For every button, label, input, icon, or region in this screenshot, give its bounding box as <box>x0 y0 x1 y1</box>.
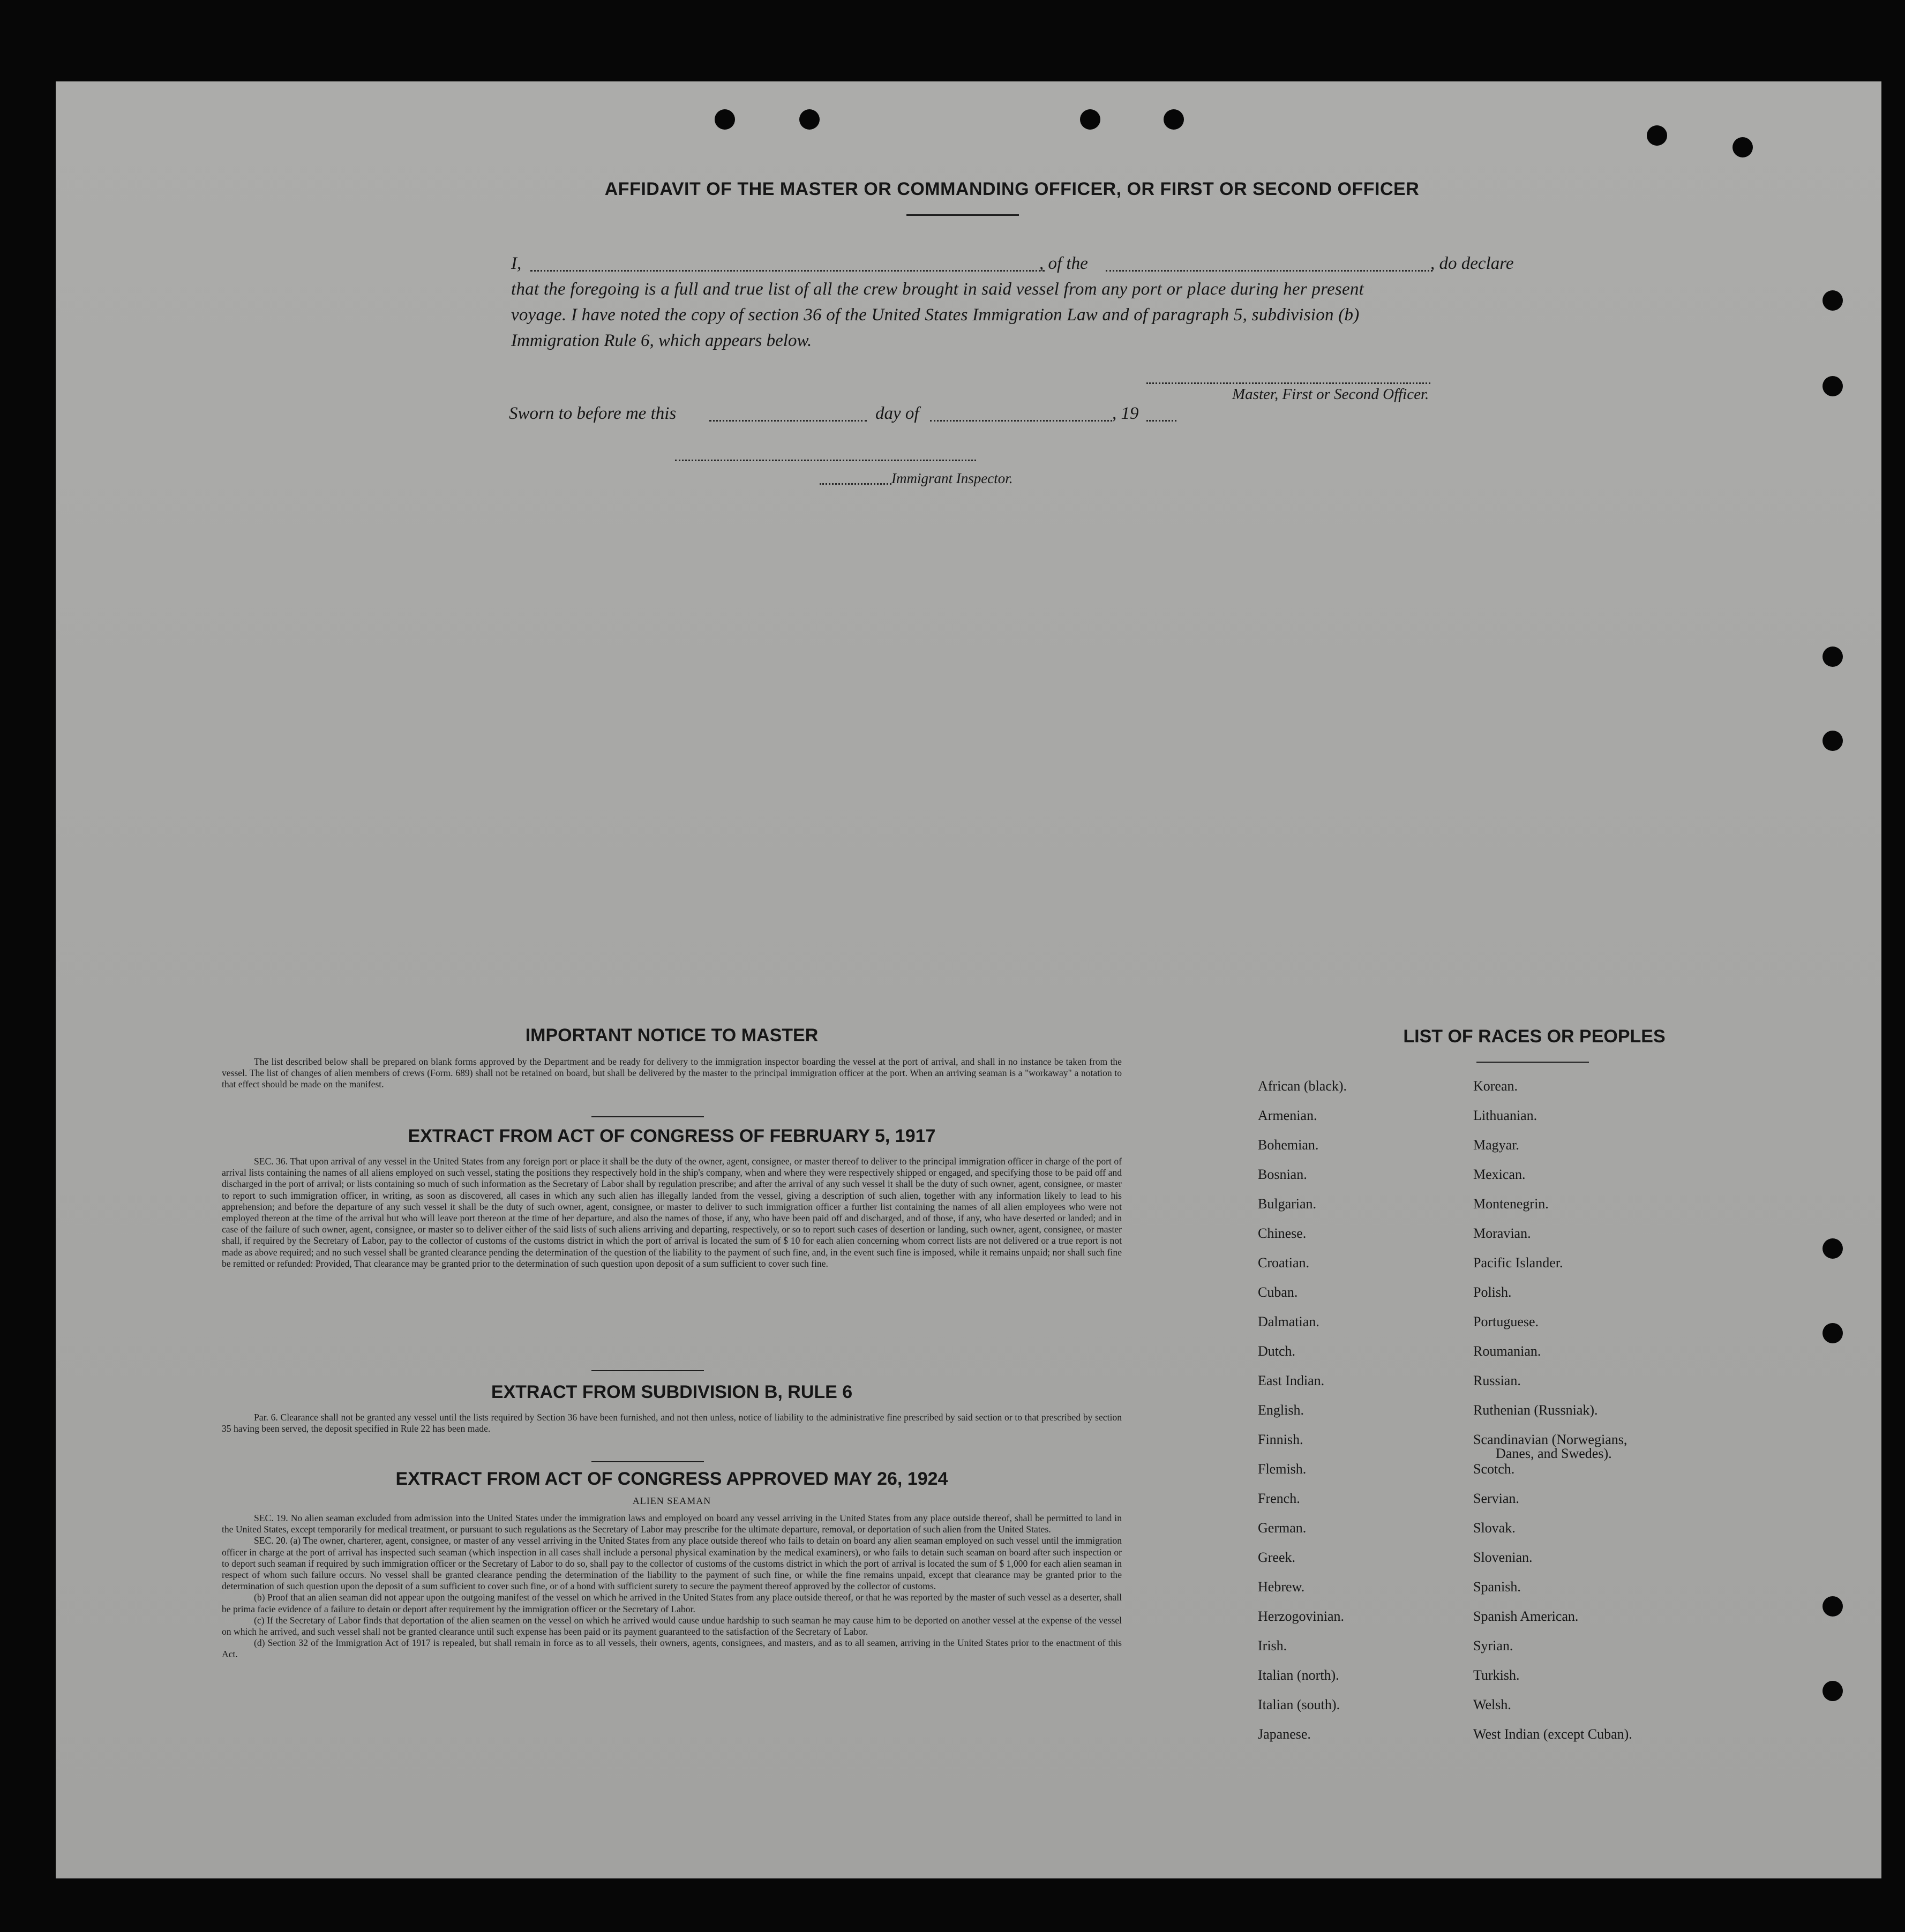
master-signature-label: Master, First or Second Officer. <box>1232 386 1429 403</box>
race-item: Welsh. <box>1473 1697 1511 1712</box>
extract-rule6-text <box>222 1412 1122 1434</box>
race-item: Moravian. <box>1473 1226 1531 1241</box>
race-item: Mexican. <box>1473 1167 1526 1182</box>
race-item: African (black). <box>1258 1078 1347 1094</box>
race-item: Flemish. <box>1258 1461 1307 1477</box>
sworn-day-blank <box>709 420 867 422</box>
name-blank <box>530 270 1045 272</box>
notice-text <box>222 1056 1122 1091</box>
race-item: Servian. <box>1473 1491 1519 1506</box>
punch-hole <box>1822 290 1843 311</box>
race-item: Turkish. <box>1473 1667 1520 1683</box>
race-item: Portuguese. <box>1473 1314 1539 1329</box>
race-item: Scandinavian (Norwegians, <box>1473 1432 1628 1447</box>
affidavit-line-2: that the foregoing is a full and true list of all the crew brought in said vessel from any port or place during her present <box>511 280 1364 299</box>
race-item: Roumanian. <box>1473 1343 1541 1359</box>
inspector-label: Immigrant Inspector. <box>891 470 1013 486</box>
affidavit-do-declare-label: , do declare <box>1430 254 1514 273</box>
sec-20c-paragraph: (c) If the Secretary of Labor finds that deportation of the alien seamen on the vessel on which he arrived would cause undue hardship to such seaman he may cause him to be deported on another vessel at the expense of the vessel on which he arrived, and such vessel shall not be granted clearance until such expense has been paid or its payment guaranteed to the satisfaction of the Secretary of Labor. <box>222 1614 1122 1637</box>
inspector-signature-line <box>675 460 976 461</box>
extract-1924-title: EXTRACT FROM ACT OF CONGRESS APPROVED MAY 26, 1924 <box>395 1469 948 1489</box>
affidavit-of-the-label: , of the <box>1039 254 1088 273</box>
punch-hole <box>1822 731 1843 751</box>
race-item: French. <box>1258 1491 1300 1506</box>
punch-hole <box>799 109 820 130</box>
races-divider <box>1476 1062 1589 1063</box>
vessel-blank <box>1106 270 1432 272</box>
sworn-year-blank <box>1146 420 1176 422</box>
race-item: Pacific Islander. <box>1473 1255 1563 1271</box>
race-item: Spanish American. <box>1473 1608 1579 1624</box>
race-item: Magyar. <box>1473 1137 1519 1153</box>
race-item: Chinese. <box>1258 1226 1307 1241</box>
inspector-signature-line-2 <box>820 483 891 485</box>
race-item: Cuban. <box>1258 1284 1298 1300</box>
race-item: Italian (north). <box>1258 1667 1339 1683</box>
affidavit-line-3: voyage. I have noted the copy of section 36 of the United States Immigration Law and of paragraph 5, subdivision (b) <box>511 305 1360 325</box>
alien-seaman-subtitle: ALIEN SEAMAN <box>632 1495 711 1506</box>
sec-19-paragraph: SEC. 19. No alien seaman excluded from admission into the United States under the immigration laws and employed on board any vessel arriving in the United States from any place outside thereof, shall be permitted to land in the United States, except temporarily for medical treatment, or pursuant to such regulations as the Secretary of Labor may prescribe for the ultimate departure, removal, or deportation of such alien from the United States. <box>222 1513 1122 1535</box>
race-item: English. <box>1258 1402 1304 1418</box>
sworn-month-blank <box>930 420 1112 422</box>
punch-hole <box>1822 376 1843 396</box>
race-item: Bohemian. <box>1258 1137 1319 1153</box>
section-divider <box>591 1461 704 1462</box>
sworn-label: Sworn to before me this <box>509 404 677 423</box>
race-item: East Indian. <box>1258 1373 1325 1388</box>
race-item: Dalmatian. <box>1258 1314 1319 1329</box>
race-item: Polish. <box>1473 1284 1512 1300</box>
race-item: West Indian (except Cuban). <box>1473 1726 1632 1742</box>
race-item: Herzogovinian. <box>1258 1608 1345 1624</box>
affidavit-i-label: I, <box>511 254 522 273</box>
race-item: Japanese. <box>1258 1726 1311 1742</box>
document-sheet <box>56 81 1881 1878</box>
affidavit-line-4: Immigration Rule 6, which appears below. <box>511 331 812 350</box>
race-item: Armenian. <box>1258 1108 1317 1123</box>
race-item: Slovenian. <box>1473 1550 1533 1565</box>
race-item: Irish. <box>1258 1638 1287 1653</box>
race-item: German. <box>1258 1520 1307 1536</box>
year-label: , 19 <box>1112 404 1139 423</box>
race-item: Ruthenian (Russniak). <box>1473 1402 1598 1418</box>
race-item: Slovak. <box>1473 1520 1516 1536</box>
race-item: Bosnian. <box>1258 1167 1307 1182</box>
punch-hole <box>1822 646 1843 667</box>
notice-paragraph: The list described below shall be prepared on blank forms approved by the Department and be ready for delivery to the immigration inspector boarding the vessel at the port of arrival, and shall in no instance be taken from the vessel. The list of changes of alien members of crews (Form. 689) shall not be retained on board, but shall be delivered by the master to the principal immigration officer at the port. When an arriving seaman is a "workaway" a notation to that effect should be made on the manifest. <box>222 1056 1122 1090</box>
section-divider <box>591 1370 704 1371</box>
title-divider <box>906 214 1019 216</box>
master-signature-line <box>1146 382 1430 384</box>
punch-hole <box>1822 1596 1843 1617</box>
extract-rule6-title: EXTRACT FROM SUBDIVISION B, RULE 6 <box>491 1382 853 1402</box>
race-item: Lithuanian. <box>1473 1108 1538 1123</box>
punch-hole <box>1822 1238 1843 1259</box>
extract-1924-text <box>222 1513 1122 1660</box>
punch-hole <box>1647 125 1667 146</box>
punch-hole <box>1822 1681 1843 1701</box>
race-item: Hebrew. <box>1258 1579 1305 1595</box>
day-of-label: day of <box>875 404 919 423</box>
extract-1917-title: EXTRACT FROM ACT OF CONGRESS OF FEBRUARY 5, 1917 <box>408 1126 936 1146</box>
race-item: Spanish. <box>1473 1579 1521 1595</box>
race-item: Danes, and Swedes). <box>1496 1446 1612 1461</box>
races-title: LIST OF RACES OR PEOPLES <box>1403 1026 1666 1047</box>
race-item: Scotch. <box>1473 1461 1515 1477</box>
extract-1917-text <box>222 1156 1122 1269</box>
punch-hole <box>715 109 735 130</box>
race-item: Korean. <box>1473 1078 1518 1094</box>
sec-20d-paragraph: (d) Section 32 of the Immigration Act of 1917 is repealed, but shall remain in force as to all vessels, their owners, agents, consignees, and masters, and as to all seamen, arriving in the United States prior to the enactment of this Act. <box>222 1637 1122 1660</box>
race-item: Russian. <box>1473 1373 1521 1388</box>
race-item: Italian (south). <box>1258 1697 1340 1712</box>
section-divider <box>591 1116 704 1117</box>
punch-hole <box>1732 137 1753 157</box>
notice-title: IMPORTANT NOTICE TO MASTER <box>525 1025 819 1046</box>
punch-hole <box>1164 109 1184 130</box>
race-item: Croatian. <box>1258 1255 1310 1271</box>
race-item: Syrian. <box>1473 1638 1513 1653</box>
race-item: Dutch. <box>1258 1343 1296 1359</box>
race-item: Bulgarian. <box>1258 1196 1317 1212</box>
sec-20a-paragraph: SEC. 20. (a) The owner, charterer, agent, consignee, or master of any vessel arriving in the United States from any place outside thereof who fails to detain on board any alien seaman employed on such vessel until the immigration officer in charge at the port of arrival has inspected such seaman (which inspection in all cases shall include a personal physical examination by the medical examiners), or who fails to detain such seaman on board after such inspection or to deport such seaman if required by such immigration officer or the Secretary of Labor to do so, shall pay to the collector of customs of the customs district in which the port of arrival is located the sum of $ 1,000 for each alien seaman in respect of whom such failure occurs. No vessel shall be granted clearance pending the determination of the liability to the payment of such fine, or while the fine remains unpaid, except that clearance may be granted prior to the determination of such question upon the deposit of a sum sufficient to cover such fine, or of a bond with sufficient surety to secure the payment thereof approved by the collector of customs. <box>222 1535 1122 1592</box>
race-item: Finnish. <box>1258 1432 1303 1447</box>
race-item: Greek. <box>1258 1550 1296 1565</box>
affidavit-title: AFFIDAVIT OF THE MASTER OR COMMANDING OFFICER, OR FIRST OR SECOND OFFICER <box>604 179 1420 199</box>
sec-20b-paragraph: (b) Proof that an alien seaman did not appear upon the outgoing manifest of the vessel on which he arrived in the United States from any place outside thereof, or that he was reported by the master of such vessel as a deserter, shall be prima facie evidence of a failure to detain or deport after requirement by the immigration officer or the Secretary of Labor. <box>222 1592 1122 1614</box>
par-6-paragraph: Par. 6. Clearance shall not be granted any vessel until the lists required by Section 36 have been furnished, and not then unless, notice of liability to the administrative fine prescribed by said section or to that prescribed by section 35 having been served, the deposit specified in Rule 22 has been made. <box>222 1412 1122 1434</box>
race-item: Montenegrin. <box>1473 1196 1549 1212</box>
punch-hole <box>1822 1323 1843 1343</box>
sec-36-paragraph: SEC. 36. That upon arrival of any vessel in the United States from any foreign port or place it shall be the duty of the owner, agent, consignee, or master thereof to deliver to the principal immigration officer in charge of the port of arrival lists containing the names of all aliens employed on such vessel, stating the positions they respectively hold in the ship's company, when and where they were respectively shipped or engaged, and specifying those to be paid off and discharged in the port of arrival; or lists containing so much of such information as the Secretary of Labor shall by regulation prescribe; and after the arrival of any such vessel it shall be the duty of such owner, agent, consignee, or master to report to such immigration officer, in writing, as soon as discovered, all cases in which any such alien has illegally landed from the vessel, giving a description of such alien, together with any information likely to lead to his apprehension; and before the departure of any such vessel it shall be the duty of such owner, agent, consignee, or master to deliver to such immigration officer a further list containing the names of all alien employees who were not employed thereon at the time of the arrival but who will leave port thereon at the time of her departure, and also the names of those, if any, who have been paid off and discharged, and of those, if any, who have deserted or landed; and in case of the failure of such owner, agent, consignee, or master so to deliver either of the said lists of such aliens arriving and departing, respectively, or so to report such cases of desertion or landing, such owner, agent, consignee, or master shall, if required by the Secretary of Labor, pay to the collector of customs of the customs district in which the port of arrival is located the sum of $ 10 for each alien concerning whom correct lists are not delivered or a true report is not made as above required; and no such vessel shall be granted clearance pending the determination of the question of the liability to the payment of such fine, and, in the event such fine is imposed, while it remains unpaid; nor shall such fine be remitted or refunded: Provided, That clearance may be granted prior to the determination of such question upon deposit of a sum sufficient to cover such fine. <box>222 1156 1122 1269</box>
punch-hole <box>1080 109 1100 130</box>
